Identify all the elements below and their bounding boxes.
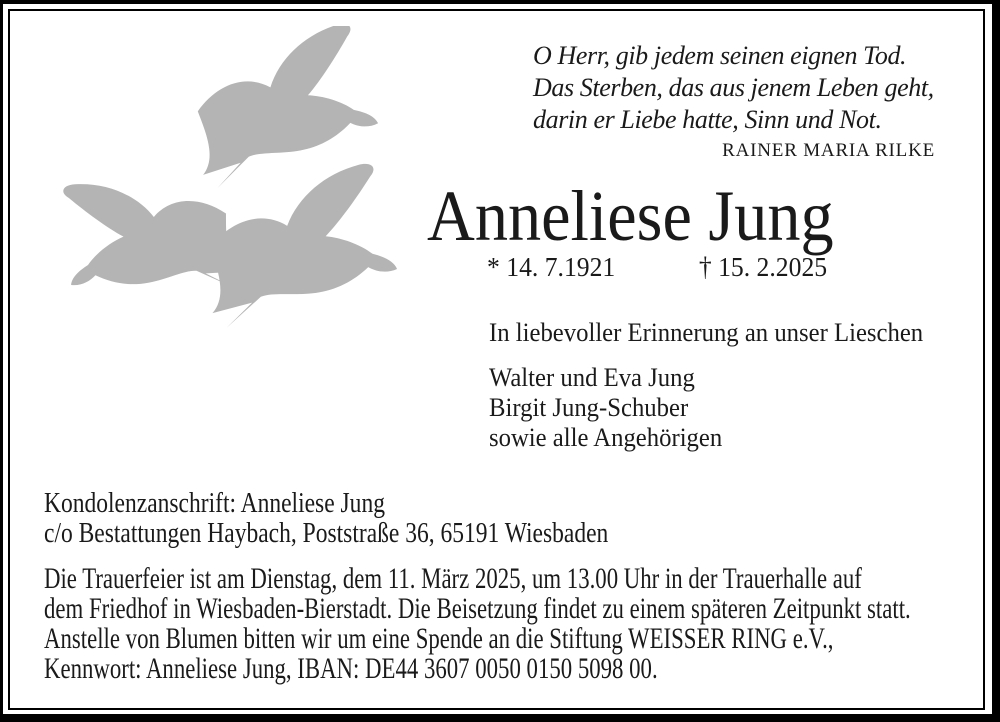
mourner-line: Walter und Eva Jung [489, 363, 695, 392]
funeral-line: Die Trauerfeier ist am Dienstag, dem 11. März 2025, um 13.00 Uhr in der Trauerhalle auf [44, 562, 862, 595]
bird-icon [187, 26, 384, 190]
quote-line: darin er Liebe hatte, Sinn und Not. [533, 105, 882, 134]
memorial-line: In liebevoller Erinnerung an unser Lieschen [489, 318, 924, 347]
quote-attribution: RAINER MARIA RILKE [722, 140, 935, 161]
quote-line: O Herr, gib jedem seinen eignen Tod. [533, 41, 907, 70]
bird-icon [48, 149, 247, 326]
condolence-address [44, 489, 608, 549]
memorial-quote [533, 40, 935, 163]
funeral-line: Kennwort: Anneliese Jung, IBAN: DE44 3607 0050 0150 5098 00. [44, 652, 658, 685]
life-dates [487, 252, 827, 283]
funeral-line: Anstelle von Blumen bitten wir um eine Spende an die Stiftung WEISSER RING e.V., [44, 622, 834, 655]
condolence-line: Kondolenzanschrift: Anneliese Jung [44, 488, 385, 519]
mourner-line: Birgit Jung-Schuber [489, 393, 689, 422]
quote-line: Das Sterben, das aus jenem Leben geht, [533, 73, 934, 102]
death-date: † 15. 2.2025 [698, 252, 828, 282]
mourners-list [489, 363, 722, 453]
birds-illustration [18, 26, 418, 331]
funeral-details [44, 564, 911, 684]
condolence-line: c/o Bestattungen Haybach, Poststraße 36, 65191 Wiesbaden [44, 518, 609, 549]
bird-icon [203, 162, 400, 329]
deceased-name: Anneliese Jung [427, 176, 834, 256]
birth-date: * 14. 7.1921 [487, 252, 616, 282]
mourner-line: sowie alle Angehörigen [489, 423, 723, 452]
funeral-line: dem Friedhof in Wiesbaden-Bierstadt. Die Beisetzung findet zu einem späteren Zeitpunkt statt. [44, 592, 911, 625]
